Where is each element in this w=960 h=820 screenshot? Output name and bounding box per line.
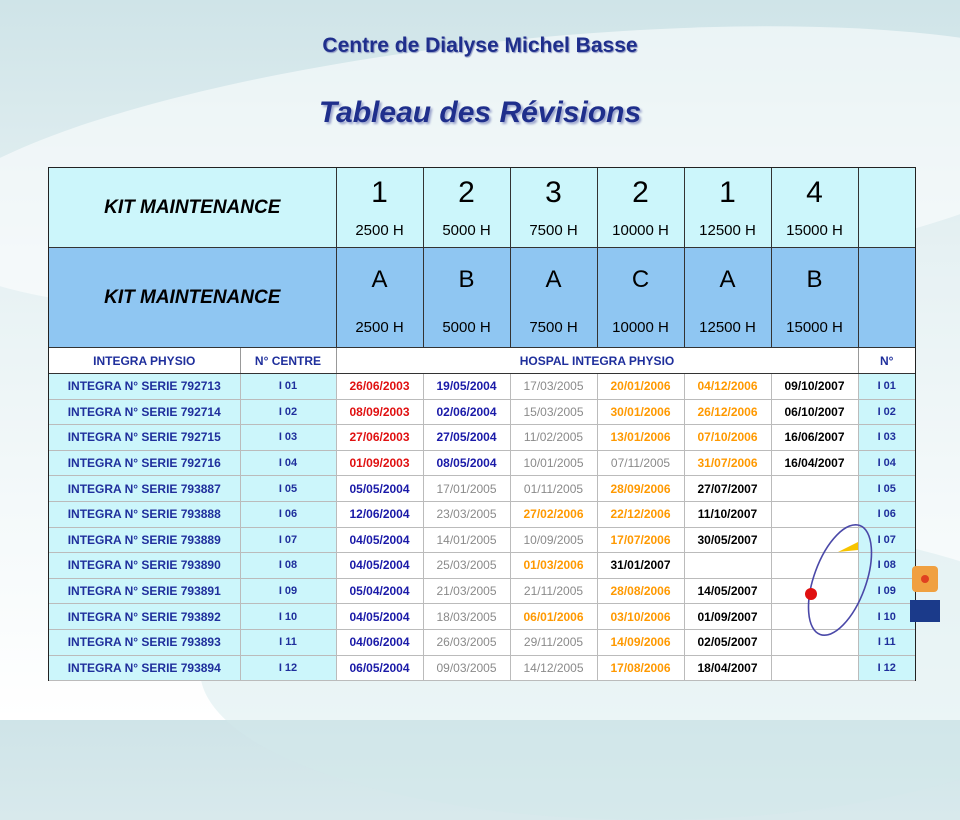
kit-col (423, 168, 510, 248)
revision-date-cell: 18/03/2005 (423, 604, 510, 630)
centre-number-cell: I 10 (240, 604, 336, 630)
kit-label-cell (49, 248, 336, 348)
revision-date-cell: 27/05/2004 (423, 425, 510, 451)
revision-table (49, 168, 915, 681)
kit-label: KIT MAINTENANCE (104, 196, 281, 218)
machine-name-cell: INTEGRA N° SERIE 792713 (49, 374, 240, 400)
kit-code: A (545, 266, 562, 293)
kit-hours: 5000 H (442, 319, 491, 336)
kit-col (336, 248, 423, 348)
machine-name-cell: INTEGRA N° SERIE 793893 (49, 629, 240, 655)
revision-date-cell: 21/11/2005 (510, 578, 597, 604)
centre-number-cell: I 04 (240, 450, 336, 476)
revision-date-cell: 04/05/2004 (336, 527, 423, 553)
revision-date-cell: 23/03/2005 (423, 501, 510, 527)
centre-number-cell: I 01 (240, 374, 336, 400)
row-number-cell: I 11 (858, 629, 915, 655)
row-number-cell: I 12 (858, 655, 915, 681)
row-number-cell: I 09 (858, 578, 915, 604)
revision-date-cell: 10/09/2005 (510, 527, 597, 553)
revision-date-cell: 05/04/2004 (336, 578, 423, 604)
table-row (49, 629, 915, 655)
revision-date-cell: 16/06/2007 (771, 425, 858, 451)
table-row (49, 374, 915, 400)
row-number-cell: I 07 (858, 527, 915, 553)
revision-date-cell: 16/04/2007 (771, 450, 858, 476)
kit-code: C (631, 266, 650, 293)
subheader-row (49, 348, 915, 374)
machine-name-cell: INTEGRA N° SERIE 792715 (49, 425, 240, 451)
kit-code: B (806, 266, 823, 293)
table-row (49, 476, 915, 502)
revision-date-cell (771, 501, 858, 527)
revision-date-cell: 17/01/2005 (423, 476, 510, 502)
centre-number-cell: I 06 (240, 501, 336, 527)
table-body (49, 168, 915, 681)
table-row (49, 578, 915, 604)
sun-logo-icon (912, 566, 938, 592)
kit-code: 4 (806, 176, 823, 209)
row-number-cell: I 10 (858, 604, 915, 630)
revision-date-cell: 08/05/2004 (423, 450, 510, 476)
revision-date-cell: 01/11/2005 (510, 476, 597, 502)
revision-date-cell: 06/01/2006 (510, 604, 597, 630)
subheader-centre: N° CENTRE (240, 348, 336, 374)
revision-date-cell: 08/09/2003 (336, 399, 423, 425)
revision-date-cell: 04/05/2004 (336, 553, 423, 579)
revision-date-cell: 28/09/2006 (597, 476, 684, 502)
subheader-machine: INTEGRA PHYSIO (49, 348, 240, 374)
kit-col (597, 168, 684, 248)
kit-code: 1 (371, 176, 388, 209)
revision-date-cell: 26/06/2003 (336, 374, 423, 400)
revision-date-cell: 25/03/2005 (423, 553, 510, 579)
centre-number-cell: I 12 (240, 655, 336, 681)
revision-date-cell: 12/06/2004 (336, 501, 423, 527)
kit-col (771, 168, 858, 248)
row-number-cell: I 01 (858, 374, 915, 400)
revision-date-cell: 29/11/2005 (510, 629, 597, 655)
revision-date-cell: 09/10/2007 (771, 374, 858, 400)
kit-hours: 7500 H (529, 222, 578, 239)
revision-date-cell: 02/06/2004 (423, 399, 510, 425)
revision-date-cell: 01/09/2007 (684, 604, 771, 630)
row-number-cell: I 02 (858, 399, 915, 425)
kit-hours: 15000 H (786, 319, 843, 336)
kit-code: 2 (632, 176, 649, 209)
revision-date-cell: 20/01/2006 (597, 374, 684, 400)
kit-code: A (719, 266, 736, 293)
kit-col (510, 168, 597, 248)
kit-code: 1 (719, 176, 736, 209)
revision-date-cell (771, 578, 858, 604)
revision-date-cell: 17/07/2006 (597, 527, 684, 553)
centre-number-cell: I 03 (240, 425, 336, 451)
row-number-cell: I 03 (858, 425, 915, 451)
sun-logo-dot (921, 575, 929, 583)
kit-hours: 5000 H (442, 222, 491, 239)
revision-date-cell: 13/01/2006 (597, 425, 684, 451)
kit-col (336, 168, 423, 248)
revision-date-cell: 04/05/2004 (336, 604, 423, 630)
kit-col (771, 248, 858, 348)
revision-date-cell: 26/03/2005 (423, 629, 510, 655)
revision-date-cell (684, 553, 771, 579)
machine-name-cell: INTEGRA N° SERIE 793888 (49, 501, 240, 527)
table-row (49, 527, 915, 553)
table-row (49, 501, 915, 527)
revision-date-cell: 27/07/2007 (684, 476, 771, 502)
revision-date-cell: 17/03/2005 (510, 374, 597, 400)
kit-row-numeric (49, 168, 915, 248)
kit-hours: 15000 H (786, 222, 843, 239)
revision-date-cell (771, 604, 858, 630)
revision-date-cell: 14/05/2007 (684, 578, 771, 604)
revision-date-cell: 10/01/2005 (510, 450, 597, 476)
revision-date-cell: 31/01/2007 (597, 553, 684, 579)
revision-sheet (48, 167, 916, 681)
row-number-cell: I 05 (858, 476, 915, 502)
kit-hours: 2500 H (355, 319, 404, 336)
revision-date-cell: 30/05/2007 (684, 527, 771, 553)
kit-code: A (371, 266, 388, 293)
table-row (49, 604, 915, 630)
revision-date-cell: 28/08/2006 (597, 578, 684, 604)
revision-date-cell: 22/12/2006 (597, 501, 684, 527)
machine-name-cell: INTEGRA N° SERIE 793890 (49, 553, 240, 579)
revision-date-cell: 01/03/2006 (510, 553, 597, 579)
kit-col (684, 248, 771, 348)
kit-col (684, 168, 771, 248)
kit-hours: 12500 H (699, 222, 756, 239)
centre-number-cell: I 11 (240, 629, 336, 655)
kit-hours: 7500 H (529, 319, 578, 336)
kit-label: KIT MAINTENANCE (104, 286, 281, 308)
table-row (49, 553, 915, 579)
kit-hours: 12500 H (699, 319, 756, 336)
revision-date-cell: 04/06/2004 (336, 629, 423, 655)
revision-date-cell: 05/05/2004 (336, 476, 423, 502)
revision-date-cell (771, 655, 858, 681)
revision-date-cell: 09/03/2005 (423, 655, 510, 681)
subheader-hospal: HOSPAL INTEGRA PHYSIO (336, 348, 858, 374)
revision-date-cell: 02/05/2007 (684, 629, 771, 655)
center-title: Centre de Dialyse Michel Basse (322, 34, 638, 57)
centre-number-cell: I 05 (240, 476, 336, 502)
centre-number-cell: I 08 (240, 553, 336, 579)
revision-date-cell: 03/10/2006 (597, 604, 684, 630)
revision-date-cell: 21/03/2005 (423, 578, 510, 604)
machine-name-cell: INTEGRA N° SERIE 792714 (49, 399, 240, 425)
machine-name-cell: INTEGRA N° SERIE 793894 (49, 655, 240, 681)
kit-empty-cell (858, 168, 915, 248)
centre-number-cell: I 02 (240, 399, 336, 425)
table-row (49, 425, 915, 451)
revision-date-cell: 07/11/2005 (597, 450, 684, 476)
kit-empty-cell (858, 248, 915, 348)
kit-code: 2 (458, 176, 475, 209)
machine-name-cell: INTEGRA N° SERIE 792716 (49, 450, 240, 476)
kit-col (510, 248, 597, 348)
subheader-num: N° (858, 348, 915, 374)
table-title: Tableau des Révisions (318, 96, 642, 129)
revision-date-cell (771, 527, 858, 553)
table-row (49, 450, 915, 476)
revision-date-cell: 11/02/2005 (510, 425, 597, 451)
revision-date-cell: 30/01/2006 (597, 399, 684, 425)
centre-number-cell: I 07 (240, 527, 336, 553)
revision-date-cell: 14/09/2006 (597, 629, 684, 655)
revision-date-cell (771, 476, 858, 502)
kit-col (597, 248, 684, 348)
machine-name-cell: INTEGRA N° SERIE 793887 (49, 476, 240, 502)
eu-flag-icon (910, 600, 940, 622)
kit-hours: 10000 H (612, 319, 669, 336)
row-number-cell: I 04 (858, 450, 915, 476)
revision-date-cell: 11/10/2007 (684, 501, 771, 527)
machine-name-cell: INTEGRA N° SERIE 793891 (49, 578, 240, 604)
revision-date-cell: 27/06/2003 (336, 425, 423, 451)
revision-date-cell: 17/08/2006 (597, 655, 684, 681)
kit-code: B (458, 266, 475, 293)
revision-date-cell: 19/05/2004 (423, 374, 510, 400)
row-number-cell: I 08 (858, 553, 915, 579)
revision-date-cell (771, 629, 858, 655)
kit-hours: 2500 H (355, 222, 404, 239)
kit-col (423, 248, 510, 348)
row-number-cell: I 06 (858, 501, 915, 527)
kit-code: 3 (545, 176, 562, 209)
revision-date-cell: 14/01/2005 (423, 527, 510, 553)
revision-date-cell: 27/02/2006 (510, 501, 597, 527)
centre-number-cell: I 09 (240, 578, 336, 604)
revision-date-cell: 31/07/2006 (684, 450, 771, 476)
revision-date-cell: 01/09/2003 (336, 450, 423, 476)
revision-date-cell: 15/03/2005 (510, 399, 597, 425)
revision-date-cell: 26/12/2006 (684, 399, 771, 425)
revision-date-cell: 06/10/2007 (771, 399, 858, 425)
revision-date-cell: 06/05/2004 (336, 655, 423, 681)
kit-hours: 10000 H (612, 222, 669, 239)
revision-date-cell: 04/12/2006 (684, 374, 771, 400)
kit-label-cell (49, 168, 336, 248)
revision-date-cell: 18/04/2007 (684, 655, 771, 681)
revision-date-cell: 07/10/2006 (684, 425, 771, 451)
table-row (49, 399, 915, 425)
machine-name-cell: INTEGRA N° SERIE 793892 (49, 604, 240, 630)
revision-date-cell (771, 553, 858, 579)
machine-name-cell: INTEGRA N° SERIE 793889 (49, 527, 240, 553)
revision-date-cell: 14/12/2005 (510, 655, 597, 681)
table-row (49, 655, 915, 681)
kit-row-letter (49, 248, 915, 348)
